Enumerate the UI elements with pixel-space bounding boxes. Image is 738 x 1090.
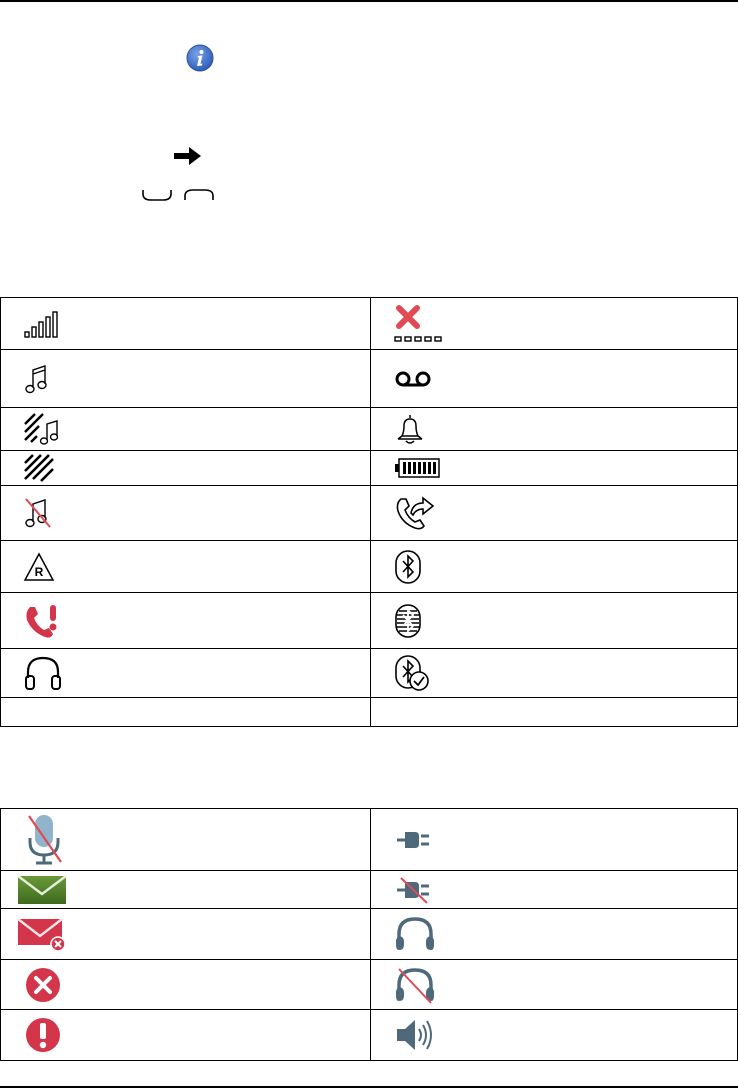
table-row (1, 350, 738, 408)
table-cell (371, 1010, 738, 1061)
charger-disconnected-icon (393, 875, 437, 905)
table-cell (1, 451, 371, 486)
table-row (1, 486, 738, 541)
message-icon (17, 875, 67, 905)
table-cell (371, 593, 738, 649)
table-cell (371, 809, 738, 871)
battery-full-icon (393, 456, 443, 480)
table-cell (1, 408, 371, 451)
headset-connected-icon (393, 914, 437, 954)
table-cell (371, 909, 738, 960)
table-row (1, 909, 738, 960)
no-signal-icon (393, 304, 453, 344)
speaker-icon (393, 1015, 437, 1055)
status-icons-table (0, 297, 738, 727)
ringtone-off-icon (23, 496, 53, 530)
table-cell (1, 698, 371, 727)
table-row (1, 451, 738, 486)
signal-strength-icon (23, 309, 63, 339)
table-row (1, 871, 738, 909)
table-cell (371, 960, 738, 1010)
voicemail-icon (393, 367, 433, 391)
table-row (1, 408, 738, 451)
roaming-icon (23, 551, 55, 583)
charger-connected-icon (393, 825, 437, 855)
bluetooth-visible-icon (393, 603, 423, 639)
missed-call-icon (23, 601, 63, 641)
table-cell (1, 350, 371, 408)
ringtone-vibration-icon (23, 412, 63, 446)
table-cell (1, 960, 371, 1010)
table-cell (371, 350, 738, 408)
table-cell (1, 809, 371, 871)
table-row (1, 593, 738, 649)
table-cell (1, 593, 371, 649)
table-cell (1, 298, 371, 350)
table-cell (371, 871, 738, 909)
message-failed-icon (17, 916, 69, 952)
table-cell (1, 541, 371, 593)
info-icon (186, 44, 214, 72)
top-rule (0, 0, 738, 2)
table-row (1, 649, 738, 698)
headset-icon (23, 654, 63, 692)
bottom-rule (0, 1086, 738, 1088)
table-cell (371, 541, 738, 593)
notification-icons-table (0, 808, 738, 1061)
table-cell (371, 486, 738, 541)
table-cell (1, 486, 371, 541)
table-cell (1, 649, 371, 698)
table-row (1, 960, 738, 1010)
ringtone-on-icon (23, 362, 53, 396)
softkey-right-icon (183, 188, 215, 202)
table-row (1, 298, 738, 350)
table-cell (371, 698, 738, 727)
svg-text:R: R (34, 564, 44, 579)
table-row (1, 1010, 738, 1061)
table-cell (371, 649, 738, 698)
softkey-left-icon (141, 188, 173, 202)
table-cell (1, 909, 371, 960)
bluetooth-connected-icon (393, 654, 433, 692)
table-cell (1, 871, 371, 909)
error-icon (23, 965, 63, 1005)
table-cell (371, 298, 738, 350)
table-cell (1, 1010, 371, 1061)
vibration-icon (23, 453, 57, 483)
alarm-bell-icon (393, 412, 427, 446)
bluetooth-on-icon (393, 549, 423, 585)
call-forward-icon (393, 493, 437, 533)
table-row (1, 698, 738, 727)
table-row (1, 809, 738, 871)
table-row (1, 541, 738, 593)
table-cell (371, 408, 738, 451)
warning-icon (23, 1015, 63, 1055)
arrow-right-icon (172, 144, 204, 168)
headset-disconnected-icon (393, 965, 437, 1005)
microphone-muted-icon (23, 812, 67, 868)
table-cell (371, 451, 738, 486)
